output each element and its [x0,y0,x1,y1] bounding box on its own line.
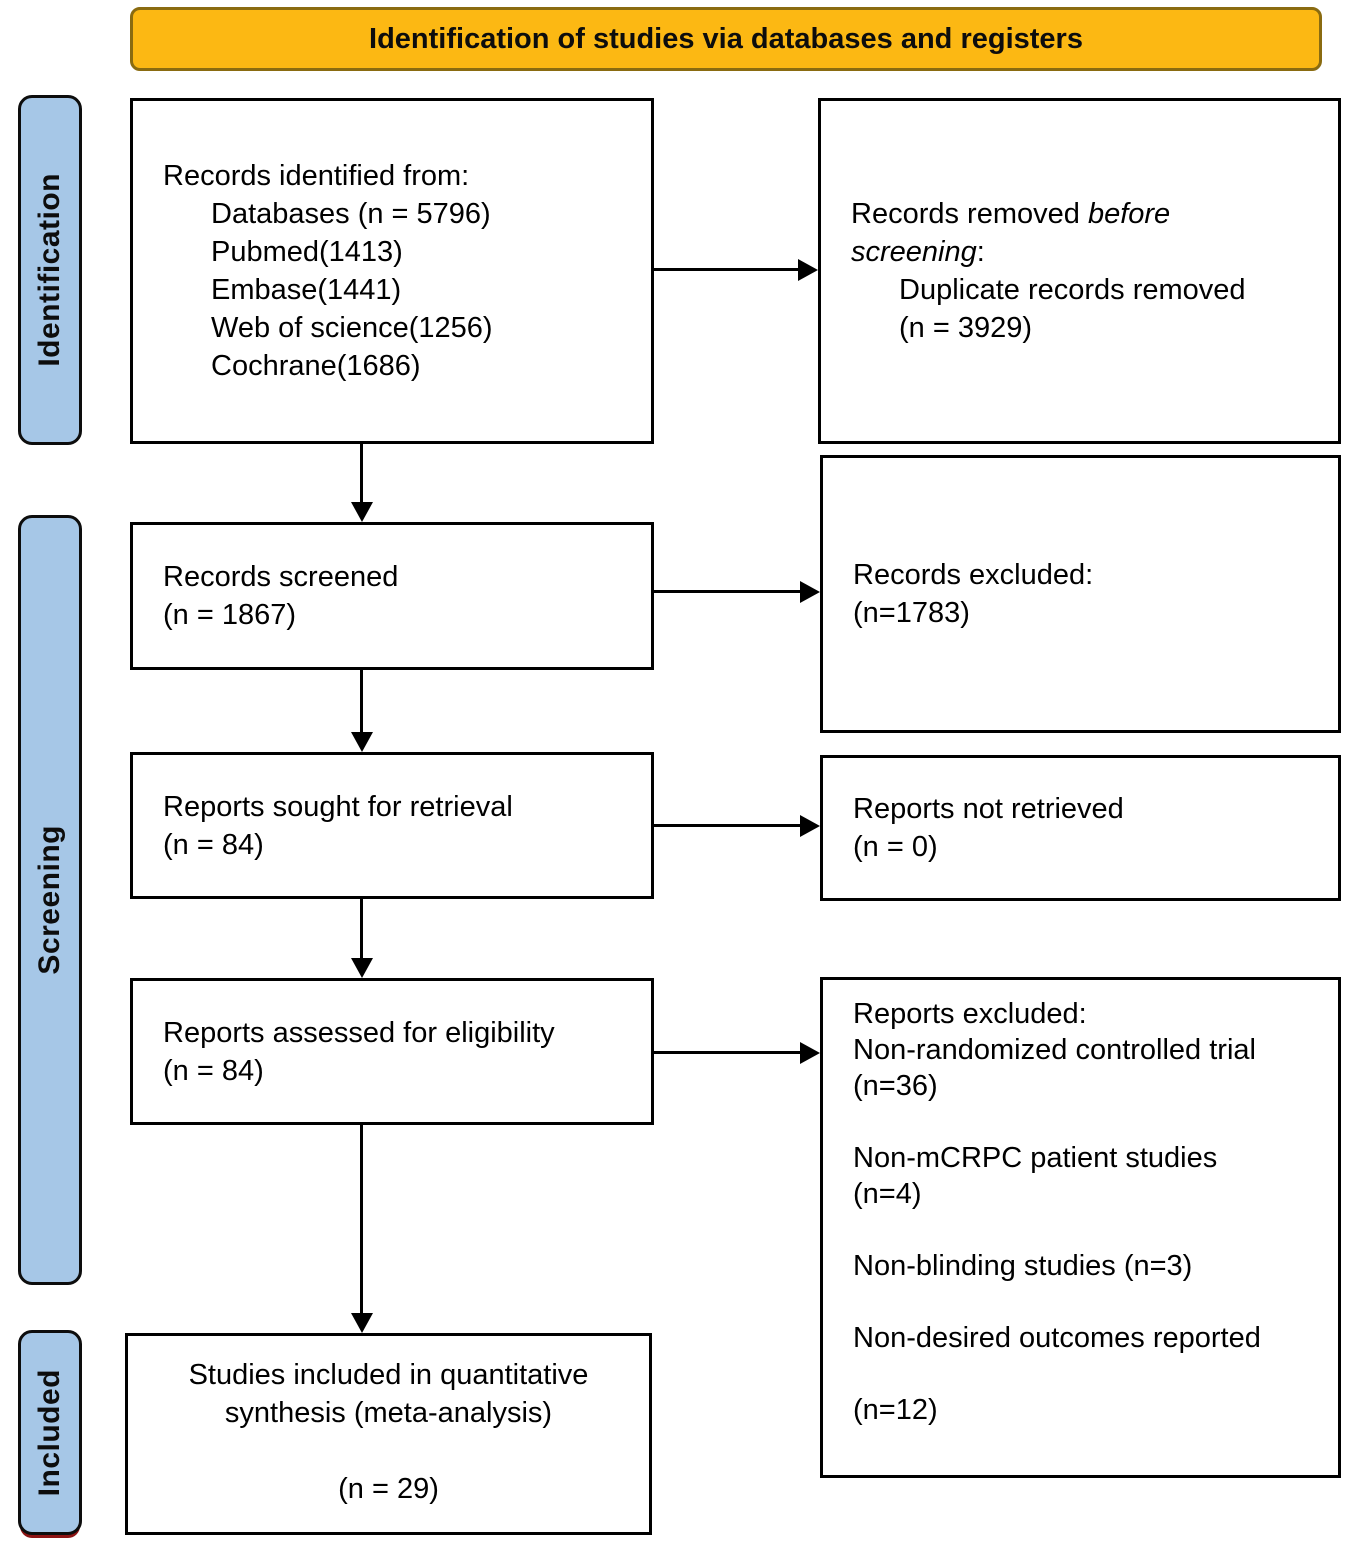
arrow-right-assessed-to-reports-excluded [653,1051,800,1054]
box-title-line: synthesis (meta-analysis) [224,1397,553,1429]
title-normal-text: Records removed [851,198,1088,230]
box-records-identified [130,98,654,444]
stage-included-text: Included [33,1368,66,1497]
box-records-removed [818,98,1341,444]
header-title: Identification of studies via databases and registers [369,22,1083,55]
source-line: Pubmed(1413) [211,236,403,268]
count-line: (n = 84) [163,1054,264,1087]
header-banner [130,7,1322,71]
box-records-excluded [820,455,1341,733]
box-reports-sought [130,752,654,899]
stage-label-identification [18,95,82,445]
title-italic-text: screening [851,236,977,268]
count-line: (n = 29) [338,1473,439,1505]
box-title-line: Reports sought for retrieval [163,790,513,823]
count-line: (n=1783) [853,597,970,629]
box-title-line: Records screened [163,561,399,593]
title-italic-text: before [1087,198,1171,230]
spacer-line [853,1212,1322,1248]
source-line: Embase(1441) [211,274,402,306]
arrow-down-assessed-to-included [360,1125,363,1313]
count-line: (n=12) [853,1394,938,1426]
box-reports-assessed [130,978,654,1125]
reason-line: Non-mCRPC patient studies [853,1142,1218,1174]
reason-line: Non-blinding studies (n=3) [853,1250,1193,1282]
stage-label-screening [18,515,82,1285]
box-title-line: Reports not retrieved [853,793,1124,825]
spacer-line [853,1356,1322,1392]
box-title-line: Reports assessed for eligibility [163,1016,555,1049]
box-title-line: Records excluded: [853,559,1094,591]
title-normal-text: : [976,236,985,268]
reason-line: Non-desired outcomes reported [853,1322,1261,1354]
arrow-right-sought-to-not-retrieved [653,824,800,827]
arrow-down-sought-to-assessed [360,898,363,958]
spacer-line [148,1432,629,1470]
box-title-line: Reports excluded: [853,998,1087,1030]
stage-identification-text: Identification [33,173,66,367]
source-line: Databases (n = 5796) [211,198,491,230]
count-line: (n = 0) [853,831,938,863]
source-line: Web of science(1256) [211,312,493,344]
box-title-line: Studies included in quantitative [188,1359,589,1391]
box-studies-included [125,1333,652,1535]
count-line: (n=4) [853,1178,922,1210]
box-title-line: Records identified from: [163,160,470,192]
box-reports-excluded [820,977,1341,1478]
arrow-right-screened-to-excluded [653,590,800,593]
arrow-down-screened-to-sought [360,668,363,732]
count-line: (n=36) [853,1070,938,1102]
reason-line: Duplicate records removed [899,274,1246,306]
reason-line: Non-randomized controlled trial [853,1034,1256,1066]
count-line: (n = 3929) [899,312,1033,344]
source-line: Cochrane(1686) [211,350,421,382]
box-title-line [851,195,1322,233]
count-line: (n = 84) [163,828,264,861]
spacer-line [853,1104,1322,1140]
arrow-right-identified-to-removed [653,268,798,271]
count-line: (n = 1867) [163,599,297,631]
box-records-screened [130,522,654,670]
stage-screening-text: Screening [33,825,66,975]
box-reports-not-retrieved [820,755,1341,901]
spacer-line [853,1284,1322,1320]
arrow-down-identified-to-screened [360,443,363,502]
box-title-line [851,233,1322,271]
stage-label-included [18,1330,82,1535]
